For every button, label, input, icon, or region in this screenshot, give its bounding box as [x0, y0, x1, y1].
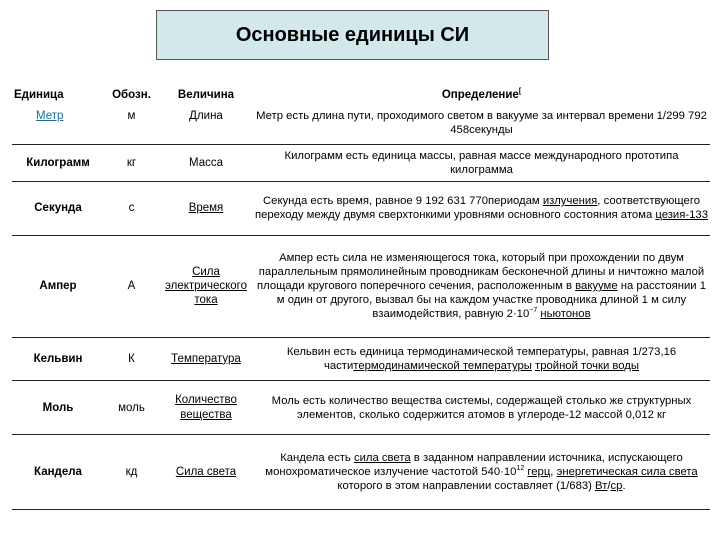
si-units-table — [12, 86, 710, 510]
definition-kilogram: Килограмм есть единица массы, равная массе международного прототипа килограмма — [284, 149, 679, 176]
header-quantity: Величина — [177, 89, 235, 101]
quantity-candela-text: Сила света — [175, 465, 237, 478]
quantity-kelvin-text: Температура — [171, 352, 241, 365]
definition-second-text-1: Секунда есть время, равное 9 192 631 770периодам — [263, 195, 543, 208]
symbol-candela: кд — [125, 465, 138, 478]
definition-candela-comma: , — [550, 466, 557, 479]
quantity-kilogram: Масса — [188, 156, 223, 169]
unit-second: Секунда — [34, 202, 82, 215]
header-definition-text: Определение — [441, 89, 519, 101]
header-definition — [253, 86, 710, 109]
definition-candela-period: . — [622, 480, 626, 493]
link-vacuum[interactable]: вакууме — [575, 280, 618, 293]
link-radiant-intensity[interactable]: энергетическая сила света — [556, 466, 698, 479]
header-unit: Единица — [14, 89, 64, 101]
link-cesium-133[interactable]: цезия-133 — [655, 209, 708, 222]
table-row-meter — [12, 109, 710, 144]
quantity-second-text: Время — [188, 202, 224, 215]
unit-mole: Моль — [42, 401, 74, 414]
definition-candela — [253, 435, 710, 510]
definition-kelvin — [253, 337, 710, 381]
unit-kelvin: Кельвин — [33, 352, 83, 365]
definition-mole: Моль есть количество вещества системы, содержащей столько же структурных элементов, сколько содержится атомов в углероде-12 массой 0,012 кг — [271, 394, 692, 421]
header-definition-sup: [ — [518, 88, 522, 96]
definition-meter: Метр есть длина пути, проходимого светом в вакууме за интервал времени 1/299 792 458секунды — [256, 109, 707, 136]
unit-candela: Кандела — [34, 465, 82, 478]
unit-meter-link[interactable]: Метр — [36, 109, 64, 122]
symbol-kilogram: кг — [126, 156, 137, 169]
quantity-ampere-text: Сила электрического тока — [165, 265, 247, 307]
quantity-mole-text: Количество вещества — [175, 394, 237, 421]
quantity-kelvin-link[interactable] — [159, 337, 253, 381]
definition-candela-text-1: Кандела есть — [280, 451, 354, 464]
link-steradian[interactable]: ср — [610, 480, 623, 493]
definition-candela-text-3: которого в этом направлении составляет (1/683) — [337, 480, 596, 493]
link-hertz[interactable]: герц — [527, 466, 551, 479]
quantity-candela-link[interactable] — [159, 435, 253, 510]
definition-candela-exponent: 12 — [516, 465, 525, 473]
unit-kilogram: Килограмм — [26, 156, 90, 169]
table-row-ampere — [12, 235, 710, 337]
table-row-kelvin — [12, 337, 710, 381]
table-header-row — [12, 86, 710, 109]
link-watt[interactable]: Вт — [595, 480, 608, 493]
link-luminous-intensity[interactable]: сила света — [353, 451, 411, 464]
slide-title: Основные единицы СИ — [235, 23, 470, 46]
quantity-second-link[interactable] — [159, 181, 253, 235]
definition-kelvin-text-1: Кельвин есть единица термодинамической температуры, равная 1/273,16 части — [286, 345, 677, 372]
symbol-mole: моль — [118, 401, 145, 414]
symbol-kelvin: К — [128, 352, 135, 365]
definition-candela-text-2: в заданном направлении источника, испускающего монохроматическое излучение частотой 540·10 — [265, 451, 683, 479]
link-thermodynamic-temperature[interactable]: термодинамической температуры — [353, 359, 532, 372]
quantity-mole-link[interactable] — [159, 381, 253, 435]
definition-second-text-2: , соответствующего переходу между двумя сверхтонкими уровнями основного состояния атома — [255, 195, 700, 222]
quantity-meter: Длина — [189, 109, 223, 122]
symbol-meter: м — [127, 109, 136, 122]
symbol-ampere: А — [127, 280, 136, 293]
definition-ampere-text-2: на расстоянии 1 м один от другого, вызвал бы на каждом участке проводника длиной 1 м силу взаимодействия, равную 2·10 — [276, 280, 706, 321]
definition-ampere-exponent: −7 — [529, 307, 538, 315]
header-symbol: Обозн. — [112, 89, 151, 101]
symbol-second: с — [128, 202, 135, 215]
link-radiation[interactable]: излучения — [542, 195, 598, 208]
link-newtons[interactable]: ньютонов — [540, 308, 591, 321]
definition-candela-slash: / — [607, 480, 611, 493]
unit-ampere: Ампер — [39, 280, 77, 293]
definition-second — [253, 181, 710, 235]
table-row-mole — [12, 381, 710, 435]
slide-title-box — [156, 10, 549, 60]
table-row-second — [12, 181, 710, 235]
definition-ampere-text-1: Ампер есть сила не изменяющегося тока, который при прохождении по двум параллельным прямолинейным проводникам бесконечной длины и ничтожно малой площади кругового поперечного сечения, расположенным в — [256, 252, 705, 293]
table-row-kilogram — [12, 144, 710, 181]
definition-ampere — [253, 235, 710, 337]
link-triple-point-water[interactable]: тройной точки воды — [535, 359, 640, 372]
quantity-ampere-link[interactable] — [159, 235, 253, 337]
table-row-candela — [12, 435, 710, 510]
